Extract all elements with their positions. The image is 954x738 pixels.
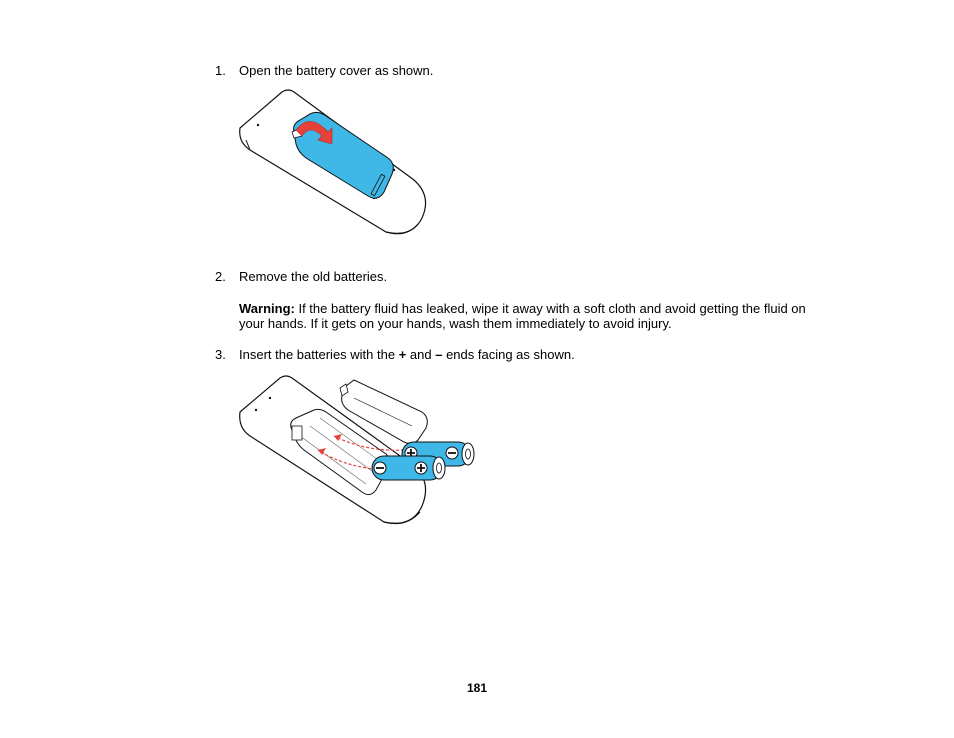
warning-line-1: [239, 301, 806, 317]
step-1-number: 1.: [215, 63, 226, 78]
remote-insert-batteries-illustration: [236, 374, 480, 534]
step-2-number: 2.: [215, 269, 226, 284]
plus-symbol: +: [398, 347, 407, 362]
step-1-text: Open the battery cover as shown.: [239, 63, 434, 78]
page-number: 181: [466, 681, 488, 695]
step-3-number: 3.: [215, 347, 226, 362]
step-3-text: Insert the batteries with the + and – ends facing as shown.: [239, 347, 575, 362]
remote-open-cover-illustration: [236, 88, 436, 240]
minus-symbol: –: [435, 347, 443, 362]
warning-label: Warning:: [239, 301, 295, 316]
warning-line-2: your hands. If it gets on your hands, wash them immediately to avoid injury.: [239, 316, 672, 331]
battery-lower: [372, 456, 445, 480]
warning-text-1: If the battery fluid has leaked, wipe it away with a soft cloth and avoid getting the fluid on: [294, 301, 806, 316]
step-2-text: Remove the old batteries.: [239, 269, 388, 284]
